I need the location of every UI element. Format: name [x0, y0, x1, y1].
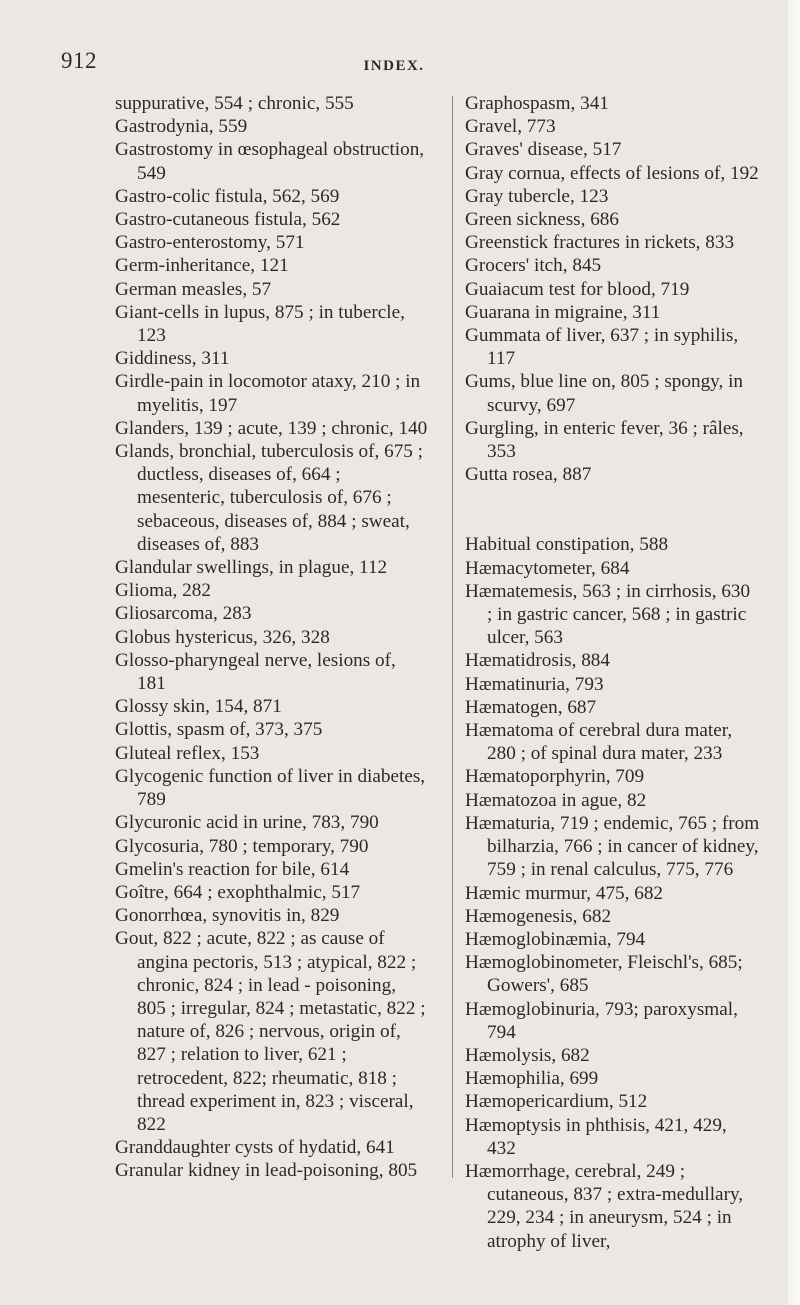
index-entry: Granddaughter cysts of hydatid, 641: [115, 1137, 395, 1159]
index-entry: Grocers' itch, 845: [465, 255, 602, 277]
index-entry: Giant-cells in lupus, 875 ; in tubercle, 123: [115, 301, 405, 347]
index-entry: Glands, bronchial, tuberculosis of, 675 ; ductless, diseases of, 664 ; mesenteric, tuberculosis of, 676 ; sebaceous, diseases of, 884 ; sweat, diseases of, 883: [115, 441, 424, 555]
index-entry: Hæmopericardium, 512: [465, 1091, 648, 1113]
index-entry: Hæmorrhage, cerebral, 249 ; cutaneous, 837 ; extra-medullary, 229, 234 ; in aneurysm, 524 ; in atrophy of liver,: [465, 1160, 744, 1252]
index-entry: Gravel, 773: [465, 116, 556, 138]
index-entry: Glanders, 139 ; acute, 139 ; chronic, 140: [115, 417, 428, 439]
index-entry: Gurgling, in enteric fever, 36 ; râles, 353: [465, 417, 744, 463]
letter-section-gap: [465, 486, 760, 533]
running-head: INDEX.: [363, 58, 425, 74]
index-entry: Hæmatidrosis, 884: [465, 650, 610, 672]
index-column-right: [465, 92, 760, 1253]
index-entry: Graphospasm, 341: [465, 93, 609, 114]
index-entry: Hæmatemesis, 563 ; in cirrhosis, 630 ; in gastric cancer, 568 ; in gastric ulcer, 563: [465, 580, 751, 649]
index-entry: Hæmacytometer, 684: [465, 557, 630, 579]
index-entry: Gray cornua, effects of lesions of, 192: [465, 162, 759, 184]
index-entry: Gastro-enterostomy, 571: [115, 232, 305, 254]
index-entry: Glycosuria, 780 ; temporary, 790: [115, 835, 369, 857]
index-entry: Gums, blue line on, 805 ; spongy, in scurvy, 697: [465, 371, 744, 416]
index-entry: Glottis, spasm of, 373, 375: [115, 719, 323, 741]
index-entry: Guaiacum test for blood, 719: [465, 278, 690, 300]
page-number: 912: [61, 48, 97, 73]
index-entry: Gonorrhœa, synovitis in, 829: [115, 905, 340, 927]
page-edge: [788, 0, 800, 1305]
index-entry: Hæmoglobinuria, 793; paroxysmal, 794: [465, 998, 738, 1043]
index-column-left: [115, 92, 429, 1183]
index-entry: Green sickness, 686: [465, 209, 619, 231]
index-entry: Gmelin's reaction for bile, 614: [115, 858, 350, 880]
index-entry: Hæmic murmur, 475, 682: [465, 882, 664, 904]
index-entry: Globus hystericus, 326, 328: [115, 626, 330, 648]
index-entry: Gastro-cutaneous fistula, 562: [115, 209, 341, 231]
index-entry: Hæmatozoa in ague, 82: [465, 789, 647, 811]
index-entry: Glossy skin, 154, 871: [115, 696, 282, 718]
index-entry: Granular kidney in lead-poisoning, 805: [115, 1160, 418, 1182]
index-entry: Goître, 664 ; exophthalmic, 517: [115, 881, 361, 903]
index-entry: Girdle-pain in locomotor ataxy, 210 ; in myelitis, 197: [115, 371, 421, 416]
index-entry: Gastro-colic fistula, 562, 569: [115, 185, 340, 207]
index-entry: Hæmolysis, 682: [465, 1044, 590, 1066]
index-entry: Hæmaturia, 719 ; endemic, 765 ; from bilharzia, 766 ; in cancer of kidney, 759 ; in renal calculus, 775, 776: [465, 812, 760, 881]
index-entry: Glandular swellings, in plague, 112: [115, 557, 388, 579]
index-entry: Hæmoptysis in phthisis, 421, 429, 432: [465, 1114, 727, 1159]
index-entry: Guarana in migraine, 311: [465, 301, 661, 323]
index-entry: Gliosarcoma, 283: [115, 603, 252, 625]
index-entry: Glycogenic function of liver in diabetes, 789: [115, 765, 426, 811]
index-entry: German measles, 57: [115, 278, 272, 300]
index-entry: Gastrodynia, 559: [115, 116, 248, 138]
index-entry: Germ-inheritance, 121: [115, 255, 289, 277]
index-entry: Gray tubercle, 123: [465, 185, 609, 207]
index-entry: Hæmatogen, 687: [465, 696, 597, 718]
index-entry: Glosso-pharyngeal nerve, lesions of, 181: [115, 649, 396, 695]
index-entry: suppurative, 554 ; chronic, 555: [115, 93, 354, 114]
index-entry: Gout, 822 ; acute, 822 ; as cause of angina pectoris, 513 ; atypical, 822 ; chronic, 824 ; in lead - poisoning, 805 ; irregular, 824 ; metastatic, 822 ; nature of, 826 ; nervous, origin of, 827 ; relation to liver, 621 ; retrocedent, 822; rheumatic, 818 ; thread experiment in, 823 ; visceral, 822: [115, 928, 426, 1135]
column-divider: [452, 96, 453, 1178]
index-entry: Glioma, 282: [115, 580, 211, 602]
index-entry: Gummata of liver, 637 ; in syphilis, 117: [465, 325, 739, 370]
index-entry: Habitual constipation, 588: [465, 534, 669, 556]
index-entry: Graves' disease, 517: [465, 139, 622, 161]
index-entry: Hæmogenesis, 682: [465, 905, 612, 927]
index-entry: Giddiness, 311: [115, 348, 230, 370]
index-entry: Hæmatoma of cerebral dura mater, 280 ; of spinal dura mater, 233: [465, 720, 733, 765]
index-entry: Gastrostomy in œsophageal obstruction, 549: [115, 139, 425, 184]
index-entry: Greenstick fractures in rickets, 833: [465, 232, 735, 254]
index-entry: Hæmatinuria, 793: [465, 673, 604, 695]
index-entry: Gluteal reflex, 153: [115, 742, 260, 764]
index-entry: Hæmoglobinometer, Fleischl's, 685; Gowers', 685: [465, 952, 743, 997]
index-entry: Hæmophilia, 699: [465, 1068, 599, 1090]
index-entry: Hæmoglobinæmia, 794: [465, 928, 646, 950]
index-entry: Gutta rosea, 887: [465, 464, 592, 486]
index-entry: Glycuronic acid in urine, 783, 790: [115, 812, 379, 834]
index-entry: Hæmatoporphyrin, 709: [465, 766, 645, 788]
